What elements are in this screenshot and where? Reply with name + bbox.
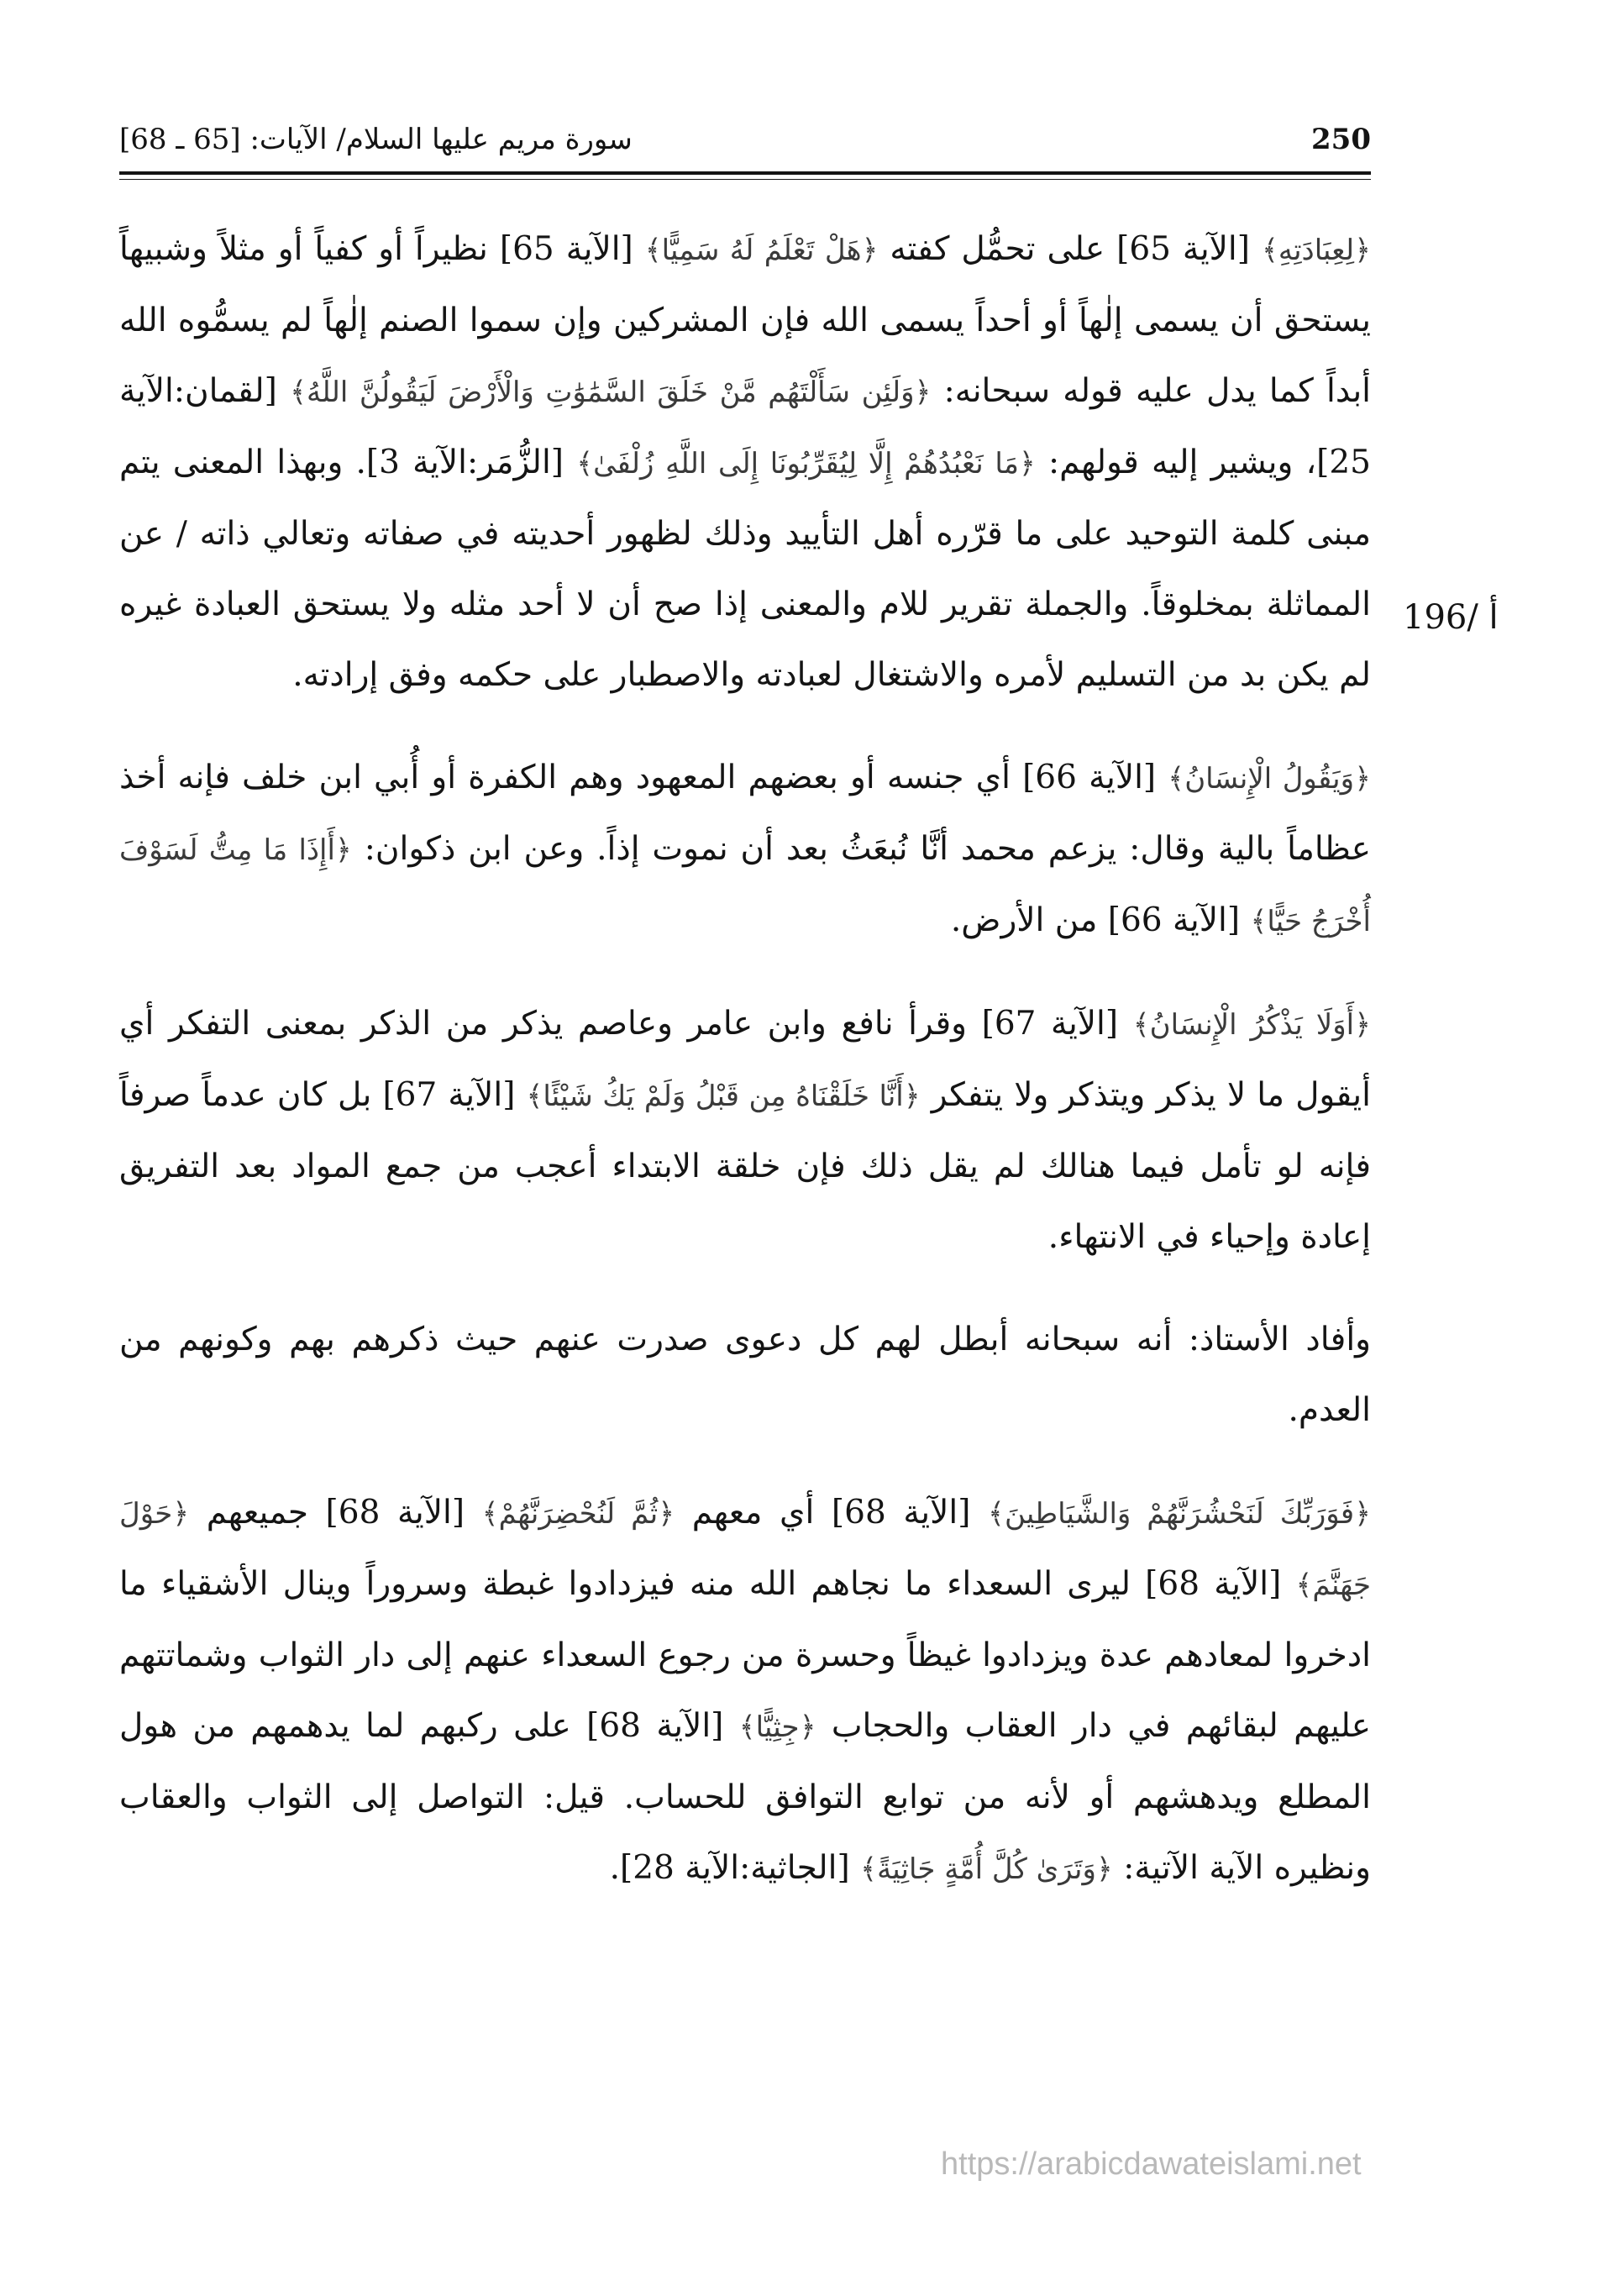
header-rule-thick (119, 171, 1371, 175)
text-run: [الآية 68] ليرى السعداء ما نجاهم الله منه فيزدادوا غبطة وسروراً وينال الأشقياء ما ادخروا لمعادهم عدة ويزدادوا غيظاً وحسرة من رجوع السعداء عنهم إلى دار الثواب وشماتتهم عليهم لبقائهم في دار العقاب والحجاب (119, 1565, 1372, 1745)
text-run: [الآية 68] جميعهم (189, 1494, 482, 1532)
quran-quote: ﴿فَوَرَبِّكَ لَنَحْشُرَنَّهُمْ وَالشَّيَاطِينَ﴾ (988, 1497, 1371, 1531)
text-run: [لقمان:الآية 25]، ويشير إليه قولهم: (119, 372, 1371, 481)
paragraph-4 (119, 1305, 1371, 1446)
text-run: [الآية 66] من الأرض. (950, 901, 1251, 939)
manuscript-folio-reference: 196/ أ (1403, 598, 1499, 637)
paragraph-1 (119, 214, 1371, 711)
header-rule-thin (119, 179, 1371, 180)
text-run: [الجاثية:الآية 28]. (609, 1849, 861, 1887)
text-run: [الآية 67] بل كان عدماً صرفاً فإنه لو تأمل فيما هنالك لم يقل ذلك فإن خلقة الابتداء أعجب من جمع المواد بعد التفريق إعادة وإحياء في الانتهاء. (119, 1076, 1371, 1256)
watermark-url: https://arabicdawateislami.net (941, 2146, 1362, 2182)
quran-quote: ﴿ثُمَّ لَنُحْضِرَنَّهُمْ﴾ (481, 1497, 675, 1531)
paragraph-5 (119, 1478, 1371, 1905)
running-title: سورة مريم عليها السلام/ الآيات: [65 ـ 68] (119, 123, 633, 156)
quran-quote: ﴿أَإِذَا مَا مِتُّ لَسَوْفَ أُخْرَجُ حَيًّا﴾ (119, 833, 1371, 938)
text-run: [الزُّمَر:الآية 3]. وبهذا المعنى يتم مبنى كلمة التوحيد على ما قرّره أهل التأييد وذلك لظهور أحديته في صفاته وتعالي ذاته / عن المماثلة بمخلوقاً. والجملة تقرير للام والمعنى إذا صح أن لا أحد مثله ولا يستحق العبادة غيره لم يكن بد من التسليم لأمره والاشتغال لعبادته والاصطبار على حكمه وفق إرادته. (119, 444, 1371, 694)
quran-quote: ﴿لِعِبَادَتِهِ﴾ (1261, 234, 1371, 267)
page-header (119, 118, 1371, 168)
text-run: [الآية 68] على ركبهم لما يدهمهم من هول المطلع ويدهشهم أو لأنه من توابع التوافق للحساب. قيل: التواصل إلى الثواب والعقاب ونظيره الآية الآتية: (119, 1707, 1371, 1887)
quran-quote: ﴿وَلَئِن سَأَلْتَهُم مَّنْ خَلَقَ السَّمَٰوَٰتِ وَالْأَرْضَ لَيَقُولُنَّ اللَّهُ﴾ (290, 376, 932, 409)
text-run: [الآية 68] أي معهم (675, 1494, 989, 1532)
text-run: وأفاد الأستاذ: أنه سبحانه أبطل لهم كل دعوى صدرت عنهم حيث ذكرهم بهم وكونهم من العدم. (119, 1321, 1371, 1429)
text-run: [الآية 65] على تحمُّل كفته (878, 230, 1262, 268)
text-run: [الآية 65] نظيراً أو كفياً أو مثلاً وشبيهاً يستحق أن يسمى إلٰهاً أو أحداً يسمى الله فإن المشركين وإن سموا الصنم إلٰهاً لم يسمُّوه الله أبداً كما يدل عليه قوله سبحانه: (119, 230, 1372, 410)
paragraph-3 (119, 989, 1371, 1273)
quran-quote: ﴿أَنَّا خَلَقْنَاهُ مِن قَبْلُ وَلَمْ يَكُ شَيْئًا﴾ (526, 1080, 921, 1113)
body-text (119, 214, 1371, 1936)
quran-quote: ﴿جِثِيًّا﴾ (738, 1710, 816, 1744)
paragraph-2 (119, 743, 1371, 957)
quran-quote: ﴿حَوْلَ جَهَنَّمَ﴾ (119, 1497, 1371, 1602)
page-number: 250 (1311, 123, 1371, 156)
quran-quote: ﴿وَيَقُولُ الْإِنسَانُ﴾ (1168, 762, 1371, 796)
quran-quote: ﴿هَلْ تَعْلَمُ لَهُ سَمِيًّا﴾ (644, 234, 879, 267)
text-run: [الآية 67] وقرأ نافع وابن عامر وعاصم يذكر من الذكر بمعنى التفكر أي أيقول ما لا يذكر ويتذكر ولا يتفكر (119, 1005, 1371, 1114)
quran-quote: ﴿أَوَلَا يَذْكُرُ الْإِنسَانُ﴾ (1132, 1008, 1371, 1042)
text-run: [الآية 66] أي جنسه أو بعضهم المعهود وهم الكفرة أو أُبي ابن خلف فإنه أخذ عظاماً بالية وقال: يزعم محمد أنَّا نُبعَثُ بعد أن نموت إذاً. وعن ابن ذكوان: (119, 759, 1371, 868)
quran-quote: ﴿وَتَرَىٰ كُلَّ أُمَّةٍ جَاثِيَةً﴾ (860, 1852, 1113, 1886)
quran-quote: ﴿مَا نَعْبُدُهُمْ إِلَّا لِيُقَرِّبُونَا إِلَى اللَّهِ زُلْفَىٰ﴾ (576, 447, 1036, 481)
